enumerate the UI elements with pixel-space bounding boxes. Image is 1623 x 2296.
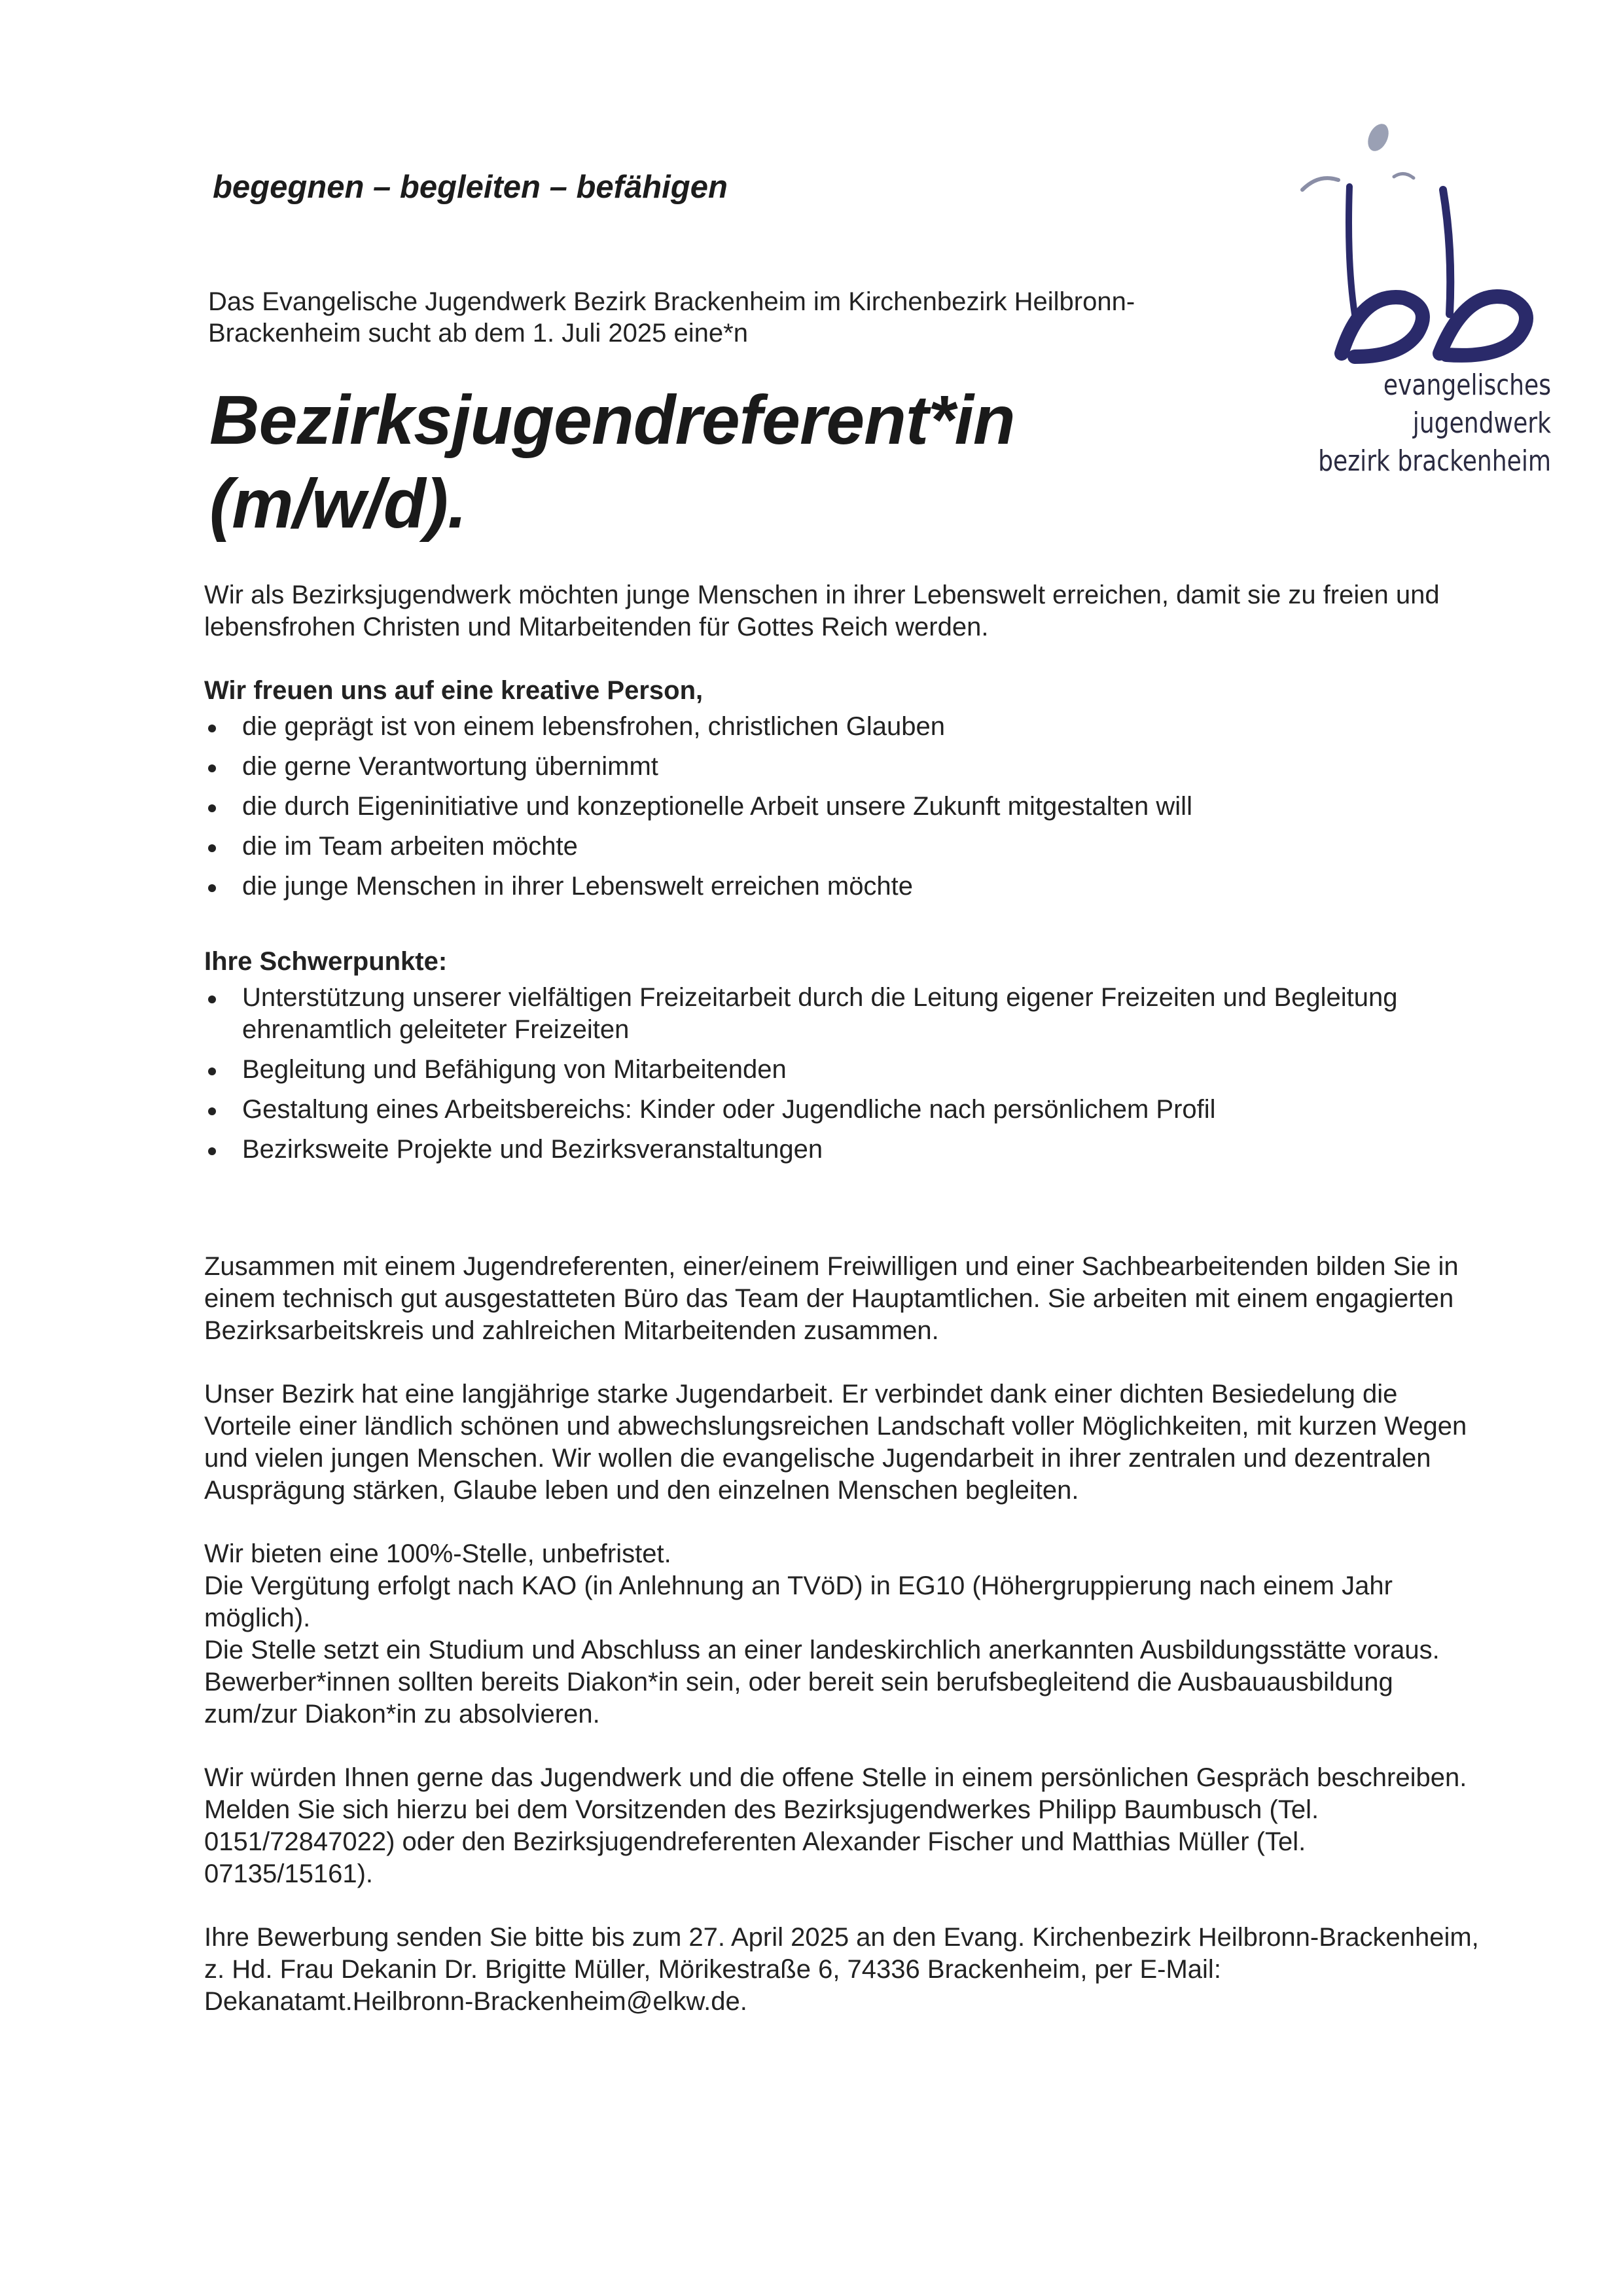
- team-paragraph: Zusammen mit einem Jugendreferenten, einer/einem Freiwilligen und einer Sachbearbeitenden bilden Sie in einem technisch gut ausgestatteten Büro das Team der Hauptamtlichen. Sie arbeiten mit einem engagierten Bezirksarbeitskreis und zahlreichen Mitarbeitenden zusammen.: [204, 1252, 1459, 1345]
- application-paragraph: Ihre Bewerbung senden Sie bitte bis zum 27. April 2025 an den Evang. Kirchenbezirk Heilbronn-Brackenheim, z. Hd. Frau Dekanin Dr. Brigitte Müller, Mörikestraße 6, 74336 Brackenheim, per E-Mail: Dekanatamt.Heilbronn-Brackenheim@elkw.de.: [204, 1923, 1479, 2016]
- posting-body: [204, 579, 1480, 2018]
- offer-line-1: Wir bieten eine 100%-Stelle, unbefristet.: [204, 1539, 671, 1568]
- offer-line-3: Die Stelle setzt ein Studium und Abschluss an einer landeskirchlich anerkannten Ausbildungsstätte voraus. Bewerber*innen sollten bereits Diakon*in sein, oder bereit sein berufsbegleitend die Ausbauausbildung zum/zur Diakon*in zu absolvieren.: [204, 1636, 1440, 1729]
- focus-heading: Ihre Schwerpunkte:: [204, 947, 448, 976]
- district-paragraph: Unser Bezirk hat eine langjährige starke Jugendarbeit. Er verbindet dank einer dichten Besiedelung die Vorteile einer ländlich schönen und abwechslungsreichen Landschaft voller Möglichkeiten, mit kurzen Wegen und vielen jungen Menschen. Wir wollen die evangelische Jugendarbeit in ihrer zentralen und dezentralen Ausprägung stärken, Glaube leben und den einzelnen Menschen begleiten.: [204, 1380, 1467, 1505]
- list-item: die durch Eigeninitiative und konzeptionelle Arbeit unsere Zukunft mitgestalten will: [204, 791, 1480, 823]
- lead-paragraph: Wir als Bezirksjugendwerk möchten junge Menschen in ihrer Lebenswelt erreichen, damit sie zu freien und lebensfrohen Christen und Mitarbeitenden für Gottes Reich werden.: [204, 581, 1440, 641]
- offer-line-2: Die Vergütung erfolgt nach KAO (in Anlehnung an TVöD) in EG10 (Höhergruppierung nach einem Jahr möglich).: [204, 1571, 1393, 1632]
- job-title: Bezirksjugendreferent*in (m/w/d).: [209, 382, 1015, 543]
- logo-line-1: evangelisches jugendwerk: [1383, 368, 1551, 440]
- intro-text: Das Evangelische Jugendwerk Bezirk Brackenheim im Kirchenbezirk Heilbronn-Brackenheim sucht ab dem 1. Juli 2025 eine*n: [208, 287, 1135, 348]
- list-item: Unterstützung unserer vielfältigen Freizeitarbeit durch die Leitung eigener Freizeiten und Begleitung ehrenamtlich geleiteter Freizeiten: [204, 982, 1480, 1046]
- person-list: [204, 711, 1480, 903]
- list-item: die geprägt ist von einem lebensfrohen, christlichen Glauben: [204, 711, 1480, 743]
- list-item: Bezirksweite Projekte und Bezirksveranstaltungen: [204, 1134, 1480, 1166]
- logo-wordmark: [1299, 367, 1551, 480]
- focus-list: [204, 982, 1480, 1166]
- list-item: die gerne Verantwortung übernimmt: [204, 751, 1480, 783]
- list-item: Gestaltung eines Arbeitsbereichs: Kinder oder Jugendliche nach persönlichem Profil: [204, 1094, 1480, 1126]
- logo-line-2: bezirk brackenheim: [1318, 444, 1551, 478]
- contact-paragraph: Wir würden Ihnen gerne das Jugendwerk und die offene Stelle in einem persönlichen Gespräch beschreiben. Melden Sie sich hierzu bei dem Vorsitzenden des Bezirksjugendwerkes Philipp Baumbusch (Tel. 0151/72847022) oder den Bezirksjugendreferenten Alexander Fischer und Matthias Müller (Tel. 07135/15161).: [204, 1763, 1467, 1888]
- tagline: begegnen – begleiten – befähigen: [213, 170, 728, 205]
- list-item: Begleitung und Befähigung von Mitarbeitenden: [204, 1054, 1480, 1086]
- person-heading: Wir freuen uns auf eine kreative Person,: [204, 676, 704, 705]
- list-item: die im Team arbeiten möchte: [204, 831, 1480, 863]
- list-item: die junge Menschen in ihrer Lebenswelt erreichen möchte: [204, 870, 1480, 903]
